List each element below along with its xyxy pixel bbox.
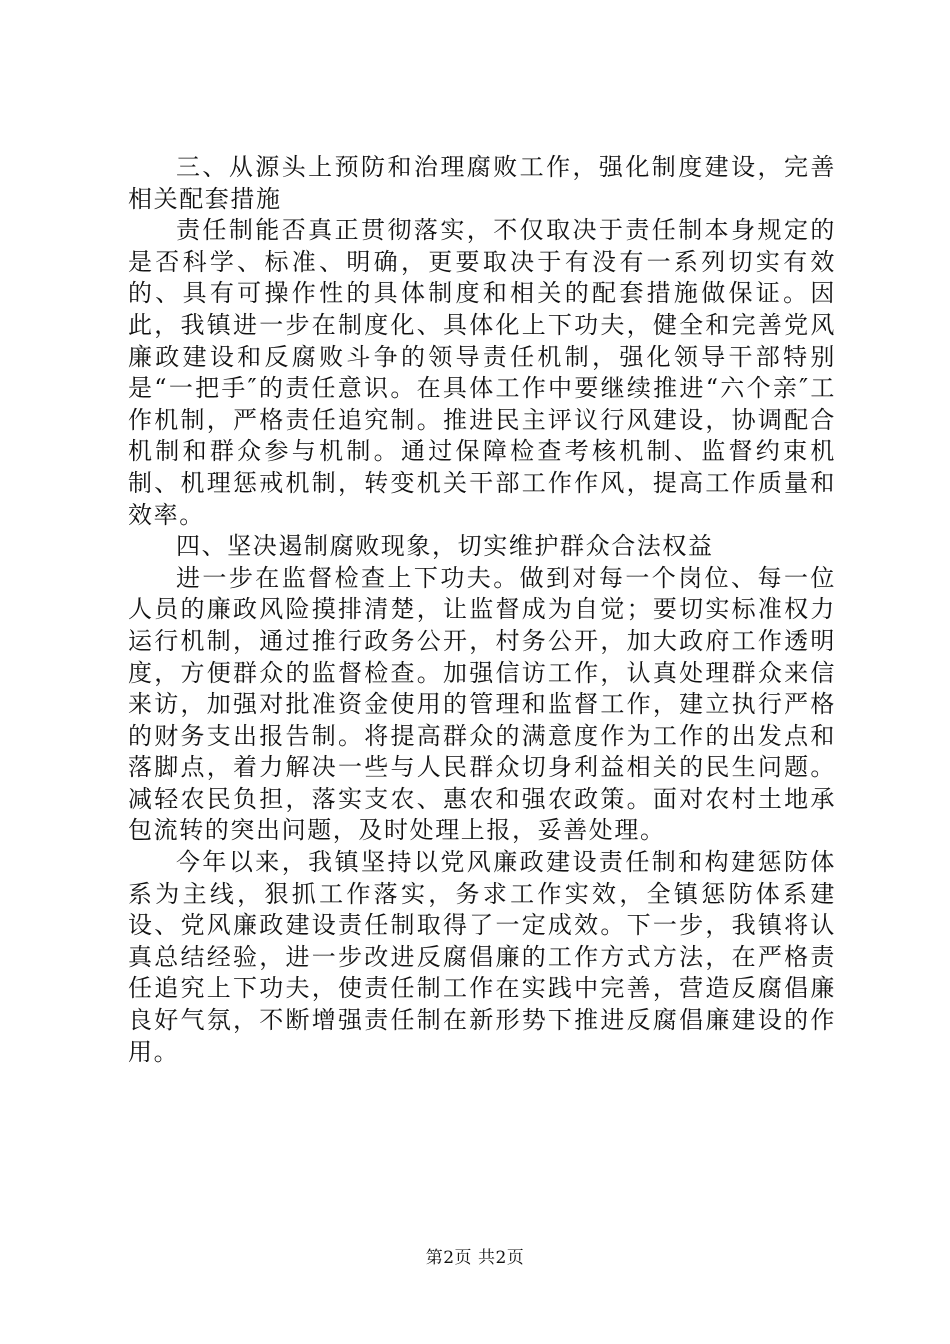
section-heading-four: 四、坚决遏制腐败现象，切实维护群众合法权益 <box>176 532 714 561</box>
section-heading-three: 三、从源头上预防和治理腐败工作，强化制度建设，完善相关配套措施 <box>128 153 836 213</box>
page-number-footer: 第2页 共2页 <box>425 1248 525 1268</box>
document-body <box>128 152 836 1068</box>
body-paragraph: 今年以来，我镇坚持以党风廉政建设责任制和构建惩防体系为主线，狠抓工作落实，务求工作实效，全镇惩防体系建设、党风廉政建设责任制取得了一定成效。下一步，我镇将认真总结经验，进一步改进反腐倡廉的工作方式方法，在严格责任追究上下功夫，使责任制工作在实践中完善，营造反腐倡廉良好气氛，不断增强责任制在新形势下推进反腐倡廉建设的作用。 <box>128 848 836 1066</box>
body-paragraph: 责任制能否真正贯彻落实，不仅取决于责任制本身规定的是否科学、标准、明确，更要取决于有没有一系列切实有效的、具有可操作性的具体制度和相关的配套措施做保证。因此，我镇进一步在制度化、具体化上下功夫，健全和完善党风廉政建设和反腐败斗争的领导责任机制，强化领导干部特别是“一把手″的责任意识。在具体工作中要继续推进“六个亲″工作机制，严格责任追究制。推进民主评议行风建设，协调配合机制和群众参与机制。通过保障检查考核机制、监督约束机制、机理惩戒机制，转变机关干部工作作风，提高工作质量和效率。 <box>128 216 836 529</box>
body-paragraph: 进一步在监督检查上下功夫。做到对每一个岗位、每一位人员的廉政风险摸排清楚，让监督成为自觉；要切实标准权力运行机制，通过推行政务公开，村务公开，加大政府工作透明度，方便群众的监督检查。加强信访工作，认真处理群众来信来访，加强对批准资金使用的管理和监督工作，建立执行严格的财务支出报告制。将提高群众的满意度作为工作的出发点和落脚点，着力解决一些与人民群众切身利益相关的民生问题。减轻农民负担，落实支农、惠农和强农政策。面对农村土地承包流转的突出问题，及时处理上报，妥善处理。 <box>128 563 836 845</box>
